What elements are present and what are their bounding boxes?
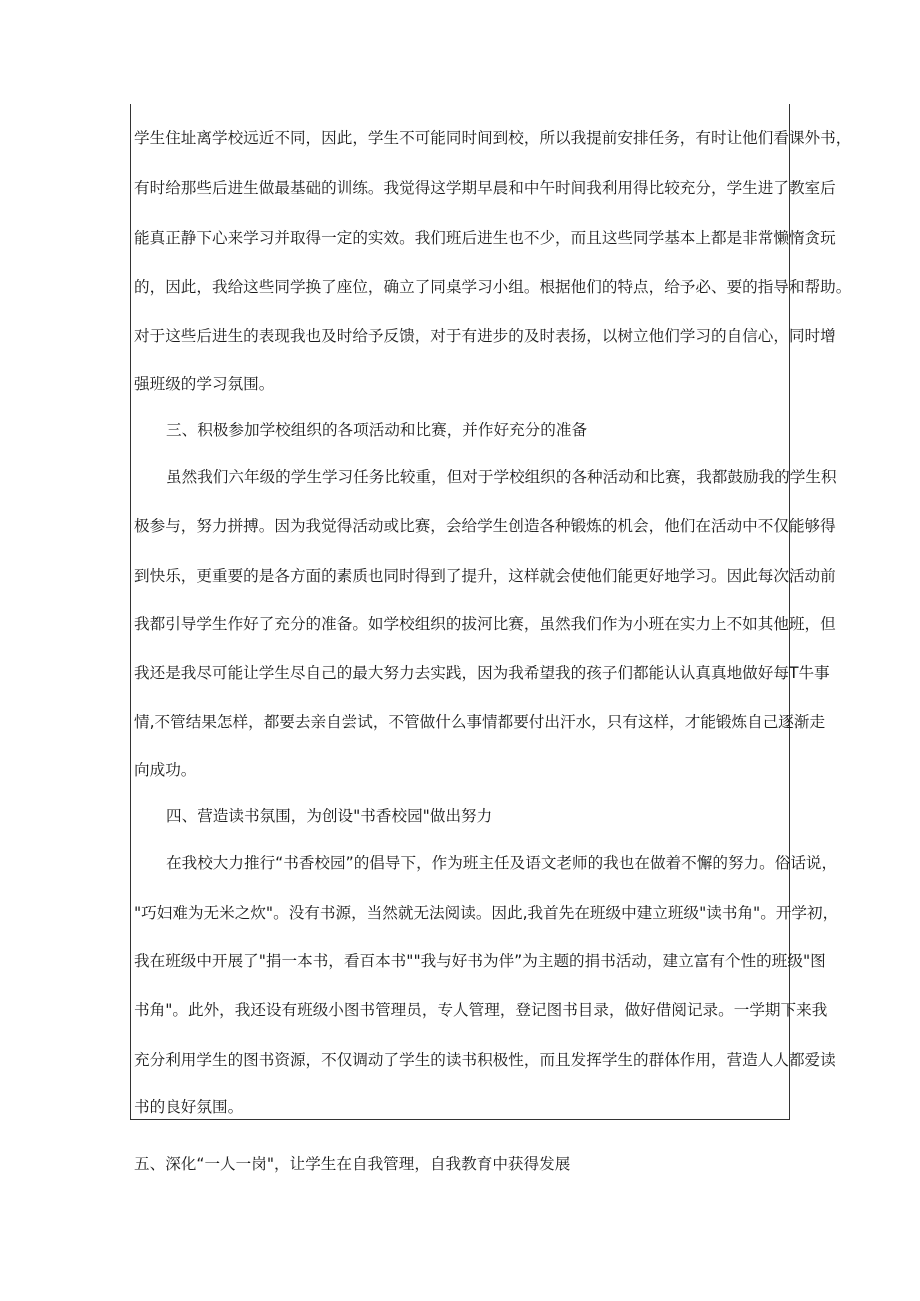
paragraph-line: 虽然我们六年级的学生学习任务比较重，但对于学校组织的各种活动和比赛，我都鼓励我的学生积 [166, 468, 837, 486]
section-heading-4: 四、营造读书氛围，为创设"书香校园"做出努力 [166, 807, 493, 825]
paragraph-line: 书角"。此外，我还设有班级小图书管理员，专人管理，登记图书目录，做好借阅记录。一学期下来我 [134, 1001, 828, 1019]
paragraph-line: 在我校大力推行“书香校园”的倡导下，作为班主任及语文老师的我也在做着不懈的努力。俗话说， [166, 854, 838, 872]
paragraph-line: 极参与，努力拼搏。因为我觉得活动或比赛，会给学生创造各种锻炼的机会，他们在活动中不仅能够得 [134, 517, 836, 535]
paragraph-line: 情,不管结果怎样，都要去亲自尝试，不管做什么事情都要付出汗水，只有这样，才能锻炼自己逐渐走 [134, 713, 826, 731]
paragraph-line: 有时给那些后进生做最基础的训练。我觉得这学期早晨和中午时间我利用得比较充分，学生进了教室后 [134, 179, 836, 197]
paragraph-line: 向成功。 [134, 761, 197, 779]
paragraph-line: 充分利用学生的图书资源，不仅调动了学生的读书积极性，而且发挥学生的群体作用，营造人人都爱读 [134, 1051, 836, 1069]
paragraph-line: 我还是我尽可能让学生尽自己的最大努力去实践，因为我希望我的孩子们都能认认真真地做好每T牛事 [134, 664, 830, 682]
paragraph-line: 对于这些后进生的表现我也及时给予反馈，对于有进步的及时表扬，以树立他们学习的自信心，同时增 [134, 327, 836, 345]
section-heading-5: 五、深化“一人一岗"，让学生在自我管理，自我教育中获得发展 [134, 1155, 571, 1173]
paragraph-line: 学生住址离学校远近不同，因此，学生不可能同时间到校，所以我提前安排任务，有时让他们看课外书， [134, 129, 852, 147]
section-heading-3: 三、积极参加学校组织的各项活动和比赛，并作好充分的准备 [166, 421, 588, 439]
paragraph-line: 的，因此，我给这些同学换了座位，确立了同桌学习小组。根据他们的特点，给予必、要的指导和帮助。 [134, 278, 852, 296]
paragraph-line: 到快乐，更重要的是各方面的素质也同时得到了提升，这样就会使他们能更好地学习。因此每次活动前 [134, 567, 836, 585]
paragraph-line: 强班级的学习氛围。 [134, 375, 275, 393]
paragraph-line: 我在班级中开展了"捐一本书，看百本书""我与好书为伴”为主题的捐书活动，建立富有个性的班级"图 [134, 952, 826, 970]
paragraph-line: 我都引导学生作好了充分的准备。如学校组织的拔河比赛，虽然我们作为小班在实力上不如其他班，但 [134, 615, 836, 633]
paragraph-line: 能真正静下心来学习并取得一定的实效。我们班后进生也不少，而且这些同学基本上都是非常懒惰贪玩 [134, 229, 836, 247]
paragraph-line: "巧妇难为无米之炊"。没有书源，当然就无法阅读。因此,我首先在班级中建立班级"读书角"。开学初， [134, 904, 839, 922]
paragraph-line: 书的良好氛围。 [134, 1098, 244, 1116]
